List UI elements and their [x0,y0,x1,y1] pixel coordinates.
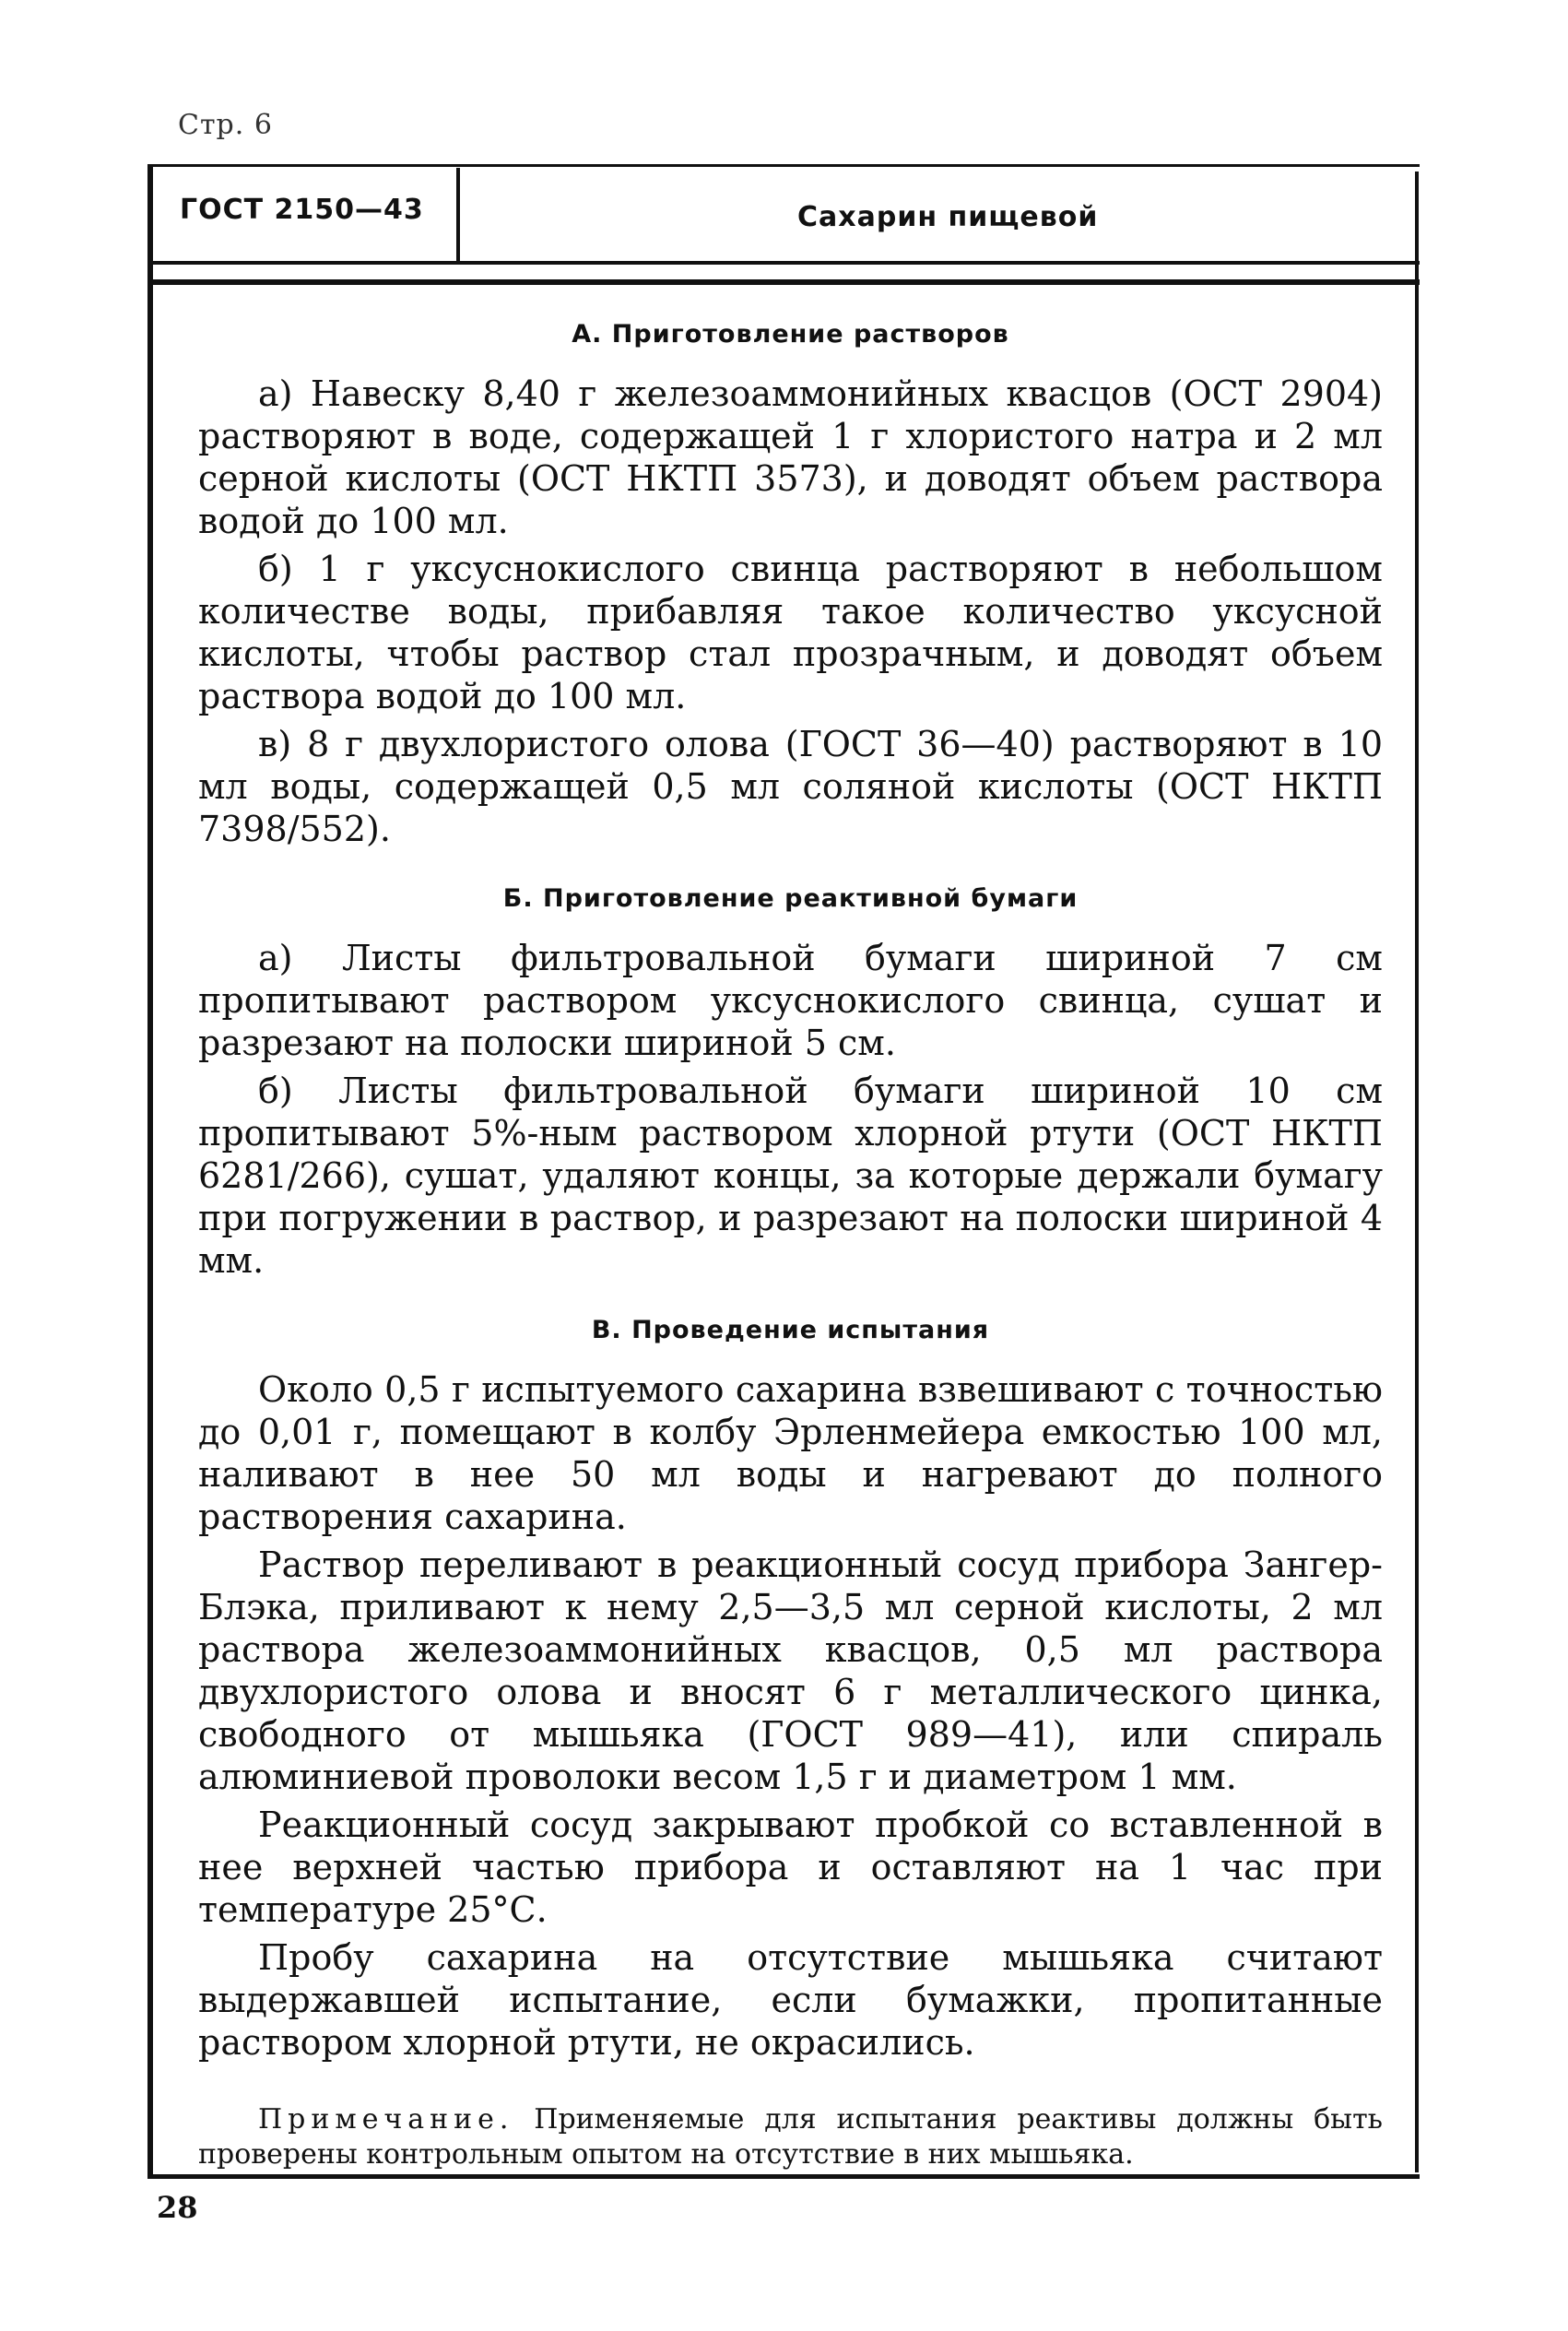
header-bottom-rule [147,261,1420,265]
paragraph: Пробу сахарина на отсутствие мышьяка считают выдержавшей испытание, если бумажки, пропитанные раствором хлорной ртути, не окрасились. [198,1937,1383,2063]
standard-code: ГОСТ 2150—43 [180,194,424,226]
note-label: Примечание. [258,2103,514,2136]
header-separator-rule [147,279,1420,285]
paragraph: Раствор переливают в реакционный сосуд прибора Зангер-Блэка, приливают к нему 2,5—3,5 мл серной кислоты, 2 мл раствора железоаммонийных квасцов, 0,5 мл раствора двухлористого олова и вносят 6 г металлического цинка, свободного от мышьяка (ГОСТ 989—41), или спираль алюминиевой проволоки весом 1,5 г и диаметром 1 мм. [198,1544,1383,1797]
page-number: 28 [157,2190,198,2225]
paragraph: б) Листы фильтровальной бумаги шириной 10 см пропитывают 5%-ным раствором хлорной ртути (ОСТ НКТП 6281/266), сушат, удаляют концы, за которые держали бумагу при погружении в раствор, и разрезают на полоски шириной 4 мм. [198,1071,1383,1281]
section-a [198,314,1383,850]
section-heading: В. Проведение испытания [591,1316,990,1344]
header-top-rule [147,164,1420,167]
note-text: Применяемые для испытания реактивы должны быть проверены контрольным опытом на отсутствие в них мышьяка. [198,2103,1383,2171]
paragraph: а) Навеску 8,40 г железоаммонийных квасцов (ОСТ 2904) растворяют в воде, содержащей 1 г хлористого натра и 2 мл серной кислоты (ОСТ НКТП 3573), и доводят объем раствора водой до 100 мл. [198,373,1383,541]
section-c [198,1309,1383,2064]
paragraph: б) 1 г уксуснокислого свинца растворяют в небольшом количестве воды, прибавляя такое количество уксусной кислоты, чтобы раствор стал прозрачным, и доводят объем раствора водой до 100 мл. [198,549,1383,716]
footer-rule [147,2174,1420,2179]
section-heading: Б. Приготовление реактивной бумаги [502,884,1079,913]
document-title: Сахарин пищевой [797,201,1099,233]
section-heading: А. Приготовление растворов [572,320,1009,349]
section-b [198,878,1383,1282]
paragraph: а) Листы фильтровальной бумаги шириной 7 см пропитывают раствором уксуснокислого свинца, сушат и разрезают на полоски шириной 5 см. [198,938,1383,1063]
page-label: Стр. 6 [178,109,273,141]
paragraph: в) 8 г двухлористого олова (ГОСТ 36—40) растворяют в 10 мл воды, содержащей 0,5 мл соляной кислоты (ОСТ НКТП 7398/552). [198,724,1383,849]
paragraph: Реакционный сосуд закрывают пробкой со вставленной в нее верхней частью прибора и оставляют на 1 час при температуре 25°С. [198,1804,1383,1930]
frame-right-border [1415,172,1419,2172]
frame-left-border [147,164,153,2174]
note [198,2102,1383,2172]
header-divider [456,168,460,262]
paragraph: Около 0,5 г испытуемого сахарина взвешивают с точностью до 0,01 г, помещают в колбу Эрленмейера емкостью 100 мл, наливают в нее 50 мл воды и нагревают до полного растворения сахарина. [198,1369,1383,1537]
document-body [198,304,1383,2200]
